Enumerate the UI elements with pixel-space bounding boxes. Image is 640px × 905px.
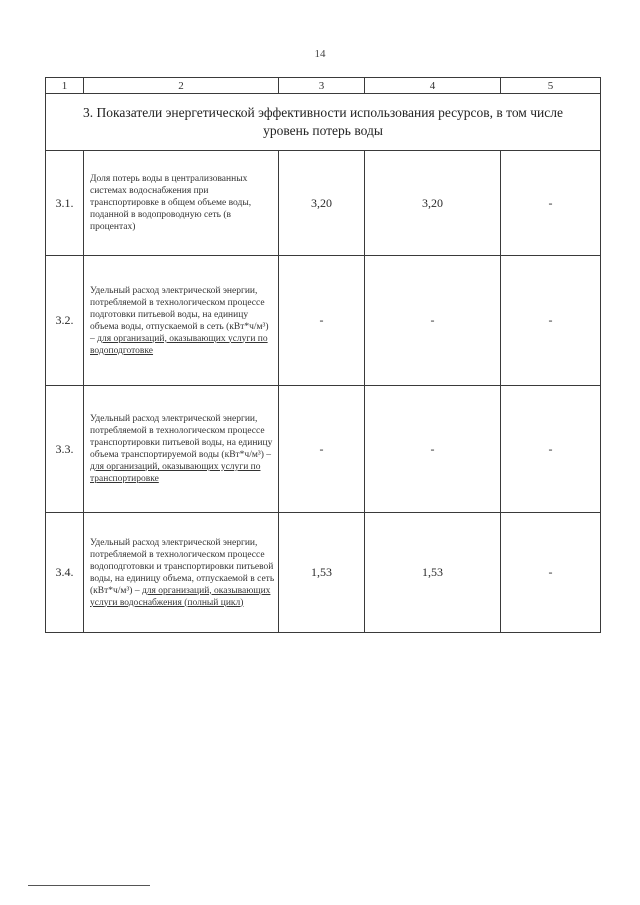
value-col5: - (501, 513, 601, 633)
indicator-description (84, 513, 279, 633)
value-col5: - (501, 256, 601, 386)
row-number: 3.4. (46, 513, 84, 633)
indicator-description (84, 256, 279, 386)
section-row (46, 94, 601, 151)
table-row (46, 151, 601, 256)
value-col3: - (279, 256, 365, 386)
description-text: Удельный расход электрической энергии, потребляемой в технологическом процессе подготовки питьевой воды, на единицу объема воды, отпускаемой в сеть (кВт*ч/м³) – (90, 285, 269, 344)
description-text: Удельный расход электрической энергии, потребляемой в технологическом процессе транспортировки питьевой воды, на единицу объема транспортируемой воды (кВт*ч/м³) – (90, 414, 273, 460)
description-underlined-text: для организаций, оказывающих услуги водоснабжения (полный цикл) (90, 585, 271, 608)
description-underlined-text: для организаций, оказывающих услуги по водоподготовке (90, 333, 268, 356)
value-col5: - (501, 386, 601, 513)
column-header-5: 5 (501, 78, 601, 94)
row-number: 3.2. (46, 256, 84, 386)
value-col3: 3,20 (279, 151, 365, 256)
column-number-row (46, 78, 601, 94)
table-row (46, 256, 601, 386)
column-header-4: 4 (365, 78, 501, 94)
value-col3: 1,53 (279, 513, 365, 633)
row-number: 3.3. (46, 386, 84, 513)
value-col4: - (365, 386, 501, 513)
indicator-description (84, 151, 279, 256)
column-header-3: 3 (279, 78, 365, 94)
column-header-1: 1 (46, 78, 84, 94)
value-col5: - (501, 151, 601, 256)
indicators-table (45, 77, 601, 633)
indicator-description (84, 386, 279, 513)
footnote-separator (28, 885, 150, 886)
value-col4: 3,20 (365, 151, 501, 256)
row-number: 3.1. (46, 151, 84, 256)
value-col4: 1,53 (365, 513, 501, 633)
description-text: Доля потерь воды в централизованных системах водоснабжения при транспортировке в общем объеме воды, поданной в водопроводную сеть (в процентах) (90, 174, 252, 232)
description-underlined-text: для организаций, оказывающих услуги по транспортировке (90, 462, 261, 484)
section-title: 3. Показатели энергетической эффективности использования ресурсов, в том числе уровень потерь воды (46, 94, 601, 151)
page-number: 14 (314, 48, 326, 60)
table-row (46, 386, 601, 513)
value-col3: - (279, 386, 365, 513)
description-text: Удельный расход электрической энергии, потребляемой в технологическом процессе водоподготовки и транспортировки питьевой воды, на единицу объема, отпускаемой в сеть (кВт*ч/м³) – (90, 537, 275, 596)
table-row (46, 513, 601, 633)
value-col4: - (365, 256, 501, 386)
column-header-2: 2 (84, 78, 279, 94)
